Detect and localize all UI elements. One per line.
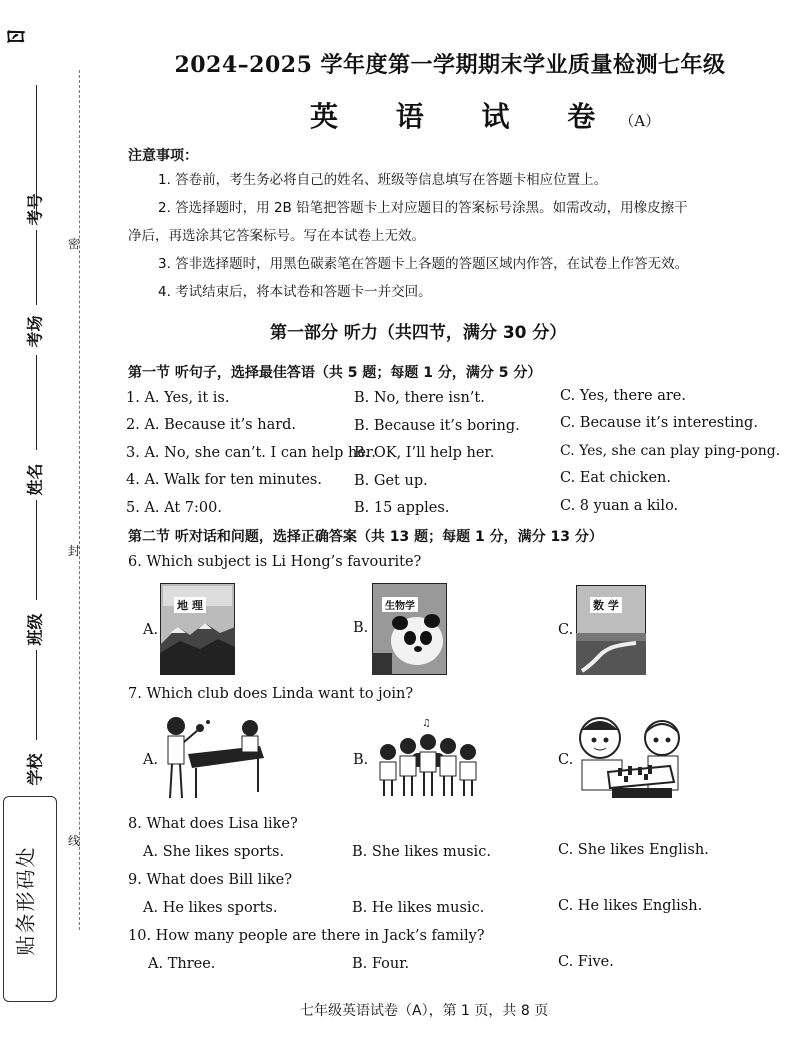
binding-field-exam-no: 考号: [25, 193, 45, 226]
q5-option-b: B. 15 apples.: [354, 500, 450, 516]
q6-letter-c: C.: [558, 622, 574, 638]
q9-option-b: B. He likes music.: [352, 900, 485, 916]
exam-title: 2024–2025 学年度第一学期期末学业质量检测七年级: [174, 52, 726, 78]
q5-option-a: 5. A. At 7:00.: [126, 500, 222, 516]
barcode-label: 贴条形码处: [13, 845, 38, 956]
q3-option-a: 3. A. No, she can’t. I can help her.: [126, 445, 376, 461]
q6-letter-a: A.: [143, 622, 159, 638]
field-line-2: [36, 230, 37, 305]
q2-option-a: 2. A. Because it’s hard.: [126, 417, 297, 433]
binding-field-room: 考场: [25, 315, 45, 348]
q2-option-c: C. Because it’s interesting.: [560, 415, 758, 431]
q5-option-c: C. 8 yuan a kilo.: [560, 498, 679, 514]
exam-subject: [310, 95, 660, 135]
q1-option-c: C. Yes, there are.: [560, 388, 686, 404]
notice-item-2-cont: 净后，再选涂其它答案标号。写在本试卷上无效。: [128, 228, 425, 244]
q7-letter-c: C.: [558, 752, 574, 768]
q8-option-a: A. She likes sports.: [143, 844, 285, 860]
binding-field-name: 姓名: [25, 463, 45, 496]
notice-title: 注意事项：: [128, 148, 198, 164]
q9-question: 9. What does Bill like?: [128, 872, 293, 888]
subject-version: （A）: [619, 112, 661, 130]
q4-option-a: 4. A. Walk for ten minutes.: [126, 472, 322, 488]
q3-option-c: C. Yes, she can play ping-pong.: [560, 443, 781, 459]
notice-item-2: 2. 答选择题时，用 2B 铅笔把答题卡上对应题目的答案标号涂黑。如需改动，用橡皮擦干: [158, 200, 688, 216]
section2-title: 第二节 听对话和问题，选择正确答案（共 13 题；每题 1 分，满分 13 分）: [128, 529, 603, 545]
seal-mark-feng: 封: [68, 544, 81, 558]
notice-item-4: 4. 考试结束后，将本试卷和答题卡一并交回。: [158, 284, 432, 300]
q1-option-b: B. No, there isn’t.: [354, 390, 485, 406]
geography-book-image: [160, 583, 235, 675]
q7-question: 7. Which club does Linda want to join?: [128, 686, 414, 702]
q4-option-c: C. Eat chicken.: [560, 470, 671, 486]
q7-letter-a: A.: [143, 752, 159, 768]
q10-question: 10. How many people are there in Jack’s family?: [128, 928, 485, 944]
q6-letter-b: B.: [353, 620, 369, 636]
page-footer: 七年级英语试卷（A），第 1 页，共 8 页: [300, 1003, 549, 1019]
q1-option-a: 1. A. Yes, it is.: [126, 390, 230, 406]
music-club-image: [372, 716, 484, 804]
q9-option-c: C. He likes English.: [558, 898, 703, 914]
seal-mark-mi: 密: [68, 237, 81, 251]
svg-text:♫: ♫: [422, 718, 431, 729]
part1-title: 第一部分 听力（共四节，满分 30 分）: [270, 323, 567, 343]
ping-pong-club-image: [160, 712, 272, 806]
q10-option-c: C. Five.: [558, 954, 614, 970]
q6-question: 6. Which subject is Li Hong’s favourite?: [128, 554, 422, 570]
q3-option-b: B. OK, I’ll help her.: [354, 445, 495, 461]
notice-item-3: 3. 答非选择题时，用黑色碳素笔在答题卡上各题的答题区域内作答，在试卷上作答无效。: [158, 256, 689, 272]
q8-option-b: B. She likes music.: [352, 844, 491, 860]
binding-field-class: 班级: [25, 613, 45, 646]
biology-book-image: [372, 583, 447, 675]
geography-book-title: 地 理: [174, 597, 206, 613]
q2-option-b: B. Because it’s boring.: [354, 418, 520, 434]
seal-mark-xian: 线: [68, 834, 81, 848]
q10-option-b: B. Four.: [352, 956, 410, 972]
notice-item-1: 1. 答卷前，考生务必将自己的姓名、班级等信息填写在答题卡相应位置上。: [158, 172, 608, 188]
q8-option-c: C. She likes English.: [558, 842, 709, 858]
binding-field-school: 学校: [25, 753, 45, 786]
field-line-3: [36, 355, 37, 450]
q8-question: 8. What does Lisa like?: [128, 816, 298, 832]
q10-option-a: A. Three.: [148, 956, 216, 972]
math-book-title: 数 学: [590, 597, 622, 613]
math-book-image: [576, 585, 646, 675]
q4-option-b: B. Get up.: [354, 473, 428, 489]
chess-club-image: [574, 712, 692, 806]
section1-title: 第一节 听句子，选择最佳答语（共 5 题；每题 1 分，满分 5 分）: [128, 365, 542, 381]
subject-text: 英 语 试 卷: [310, 100, 620, 133]
q7-letter-b: B.: [353, 752, 369, 768]
corner-mark: ㄖ: [0, 23, 31, 50]
biology-book-title: 生物学: [382, 597, 418, 612]
binding-dashed-line: [79, 70, 80, 930]
field-line-4: [36, 500, 37, 600]
field-line-5: [36, 650, 37, 740]
q9-option-a: A. He likes sports.: [143, 900, 278, 916]
